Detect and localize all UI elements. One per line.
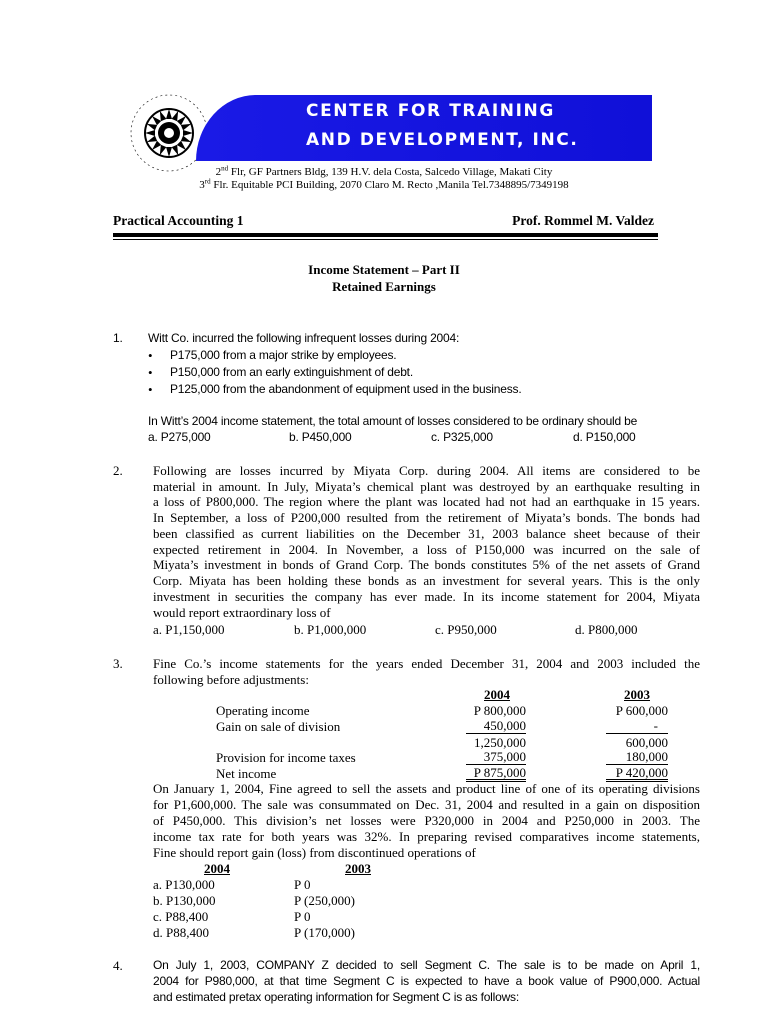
- question-1-bullet: P150,000 from an early extinguishment of debt.: [170, 365, 413, 379]
- banner-title-line2: AND DEVELOPMENT, INC.: [306, 130, 579, 150]
- table-cell-2004: 375,000: [466, 750, 526, 765]
- question-3-choice-b-2003: P (250,000): [294, 893, 355, 908]
- question-2-choice-a: a. P1,150,000: [153, 622, 225, 637]
- professor-name: Prof. Rommel M. Valdez: [512, 213, 654, 228]
- bullet-icon: •: [148, 382, 153, 397]
- question-3-choice-c: c. P88,400: [153, 909, 209, 924]
- bullet-icon: •: [148, 365, 153, 380]
- question-3-number: 3.: [113, 656, 123, 671]
- question-1-choice-c: c. P325,000: [431, 430, 493, 444]
- header-banner: [196, 95, 652, 161]
- question-2-choice-c: c. P950,000: [435, 622, 497, 637]
- company-logo-seal: [126, 90, 212, 176]
- question-2-text-line: would report extraordinary loss of: [153, 605, 331, 620]
- question-2-text-line: Miyata’s investment in bonds of Grand Corp. The bonds constitutes 5% of the net assets of Grand: [153, 557, 700, 572]
- table-cell-2004: P 800,000: [473, 703, 526, 718]
- table-cell-2004: 1,250,000: [474, 735, 526, 750]
- question-2-choice-d: d. P800,000: [575, 622, 638, 637]
- question-1-bullet: P125,000 from the abandonment of equipment used in the business.: [170, 382, 522, 396]
- table-cell-2003: 180,000: [606, 750, 668, 765]
- question-2-text-line: Corp. Miyata has been holding these bonds as an investment for several years. This is the only: [153, 573, 700, 588]
- question-2-text-line: been classified as current liabilities on the December 31, 2003 balance sheet because of their: [153, 526, 700, 541]
- answer-header-2003: 2003: [345, 861, 371, 876]
- question-4-text-line: 2004 for P980,000, at that time Segment C is expected to have a book value of P900,000. Actual: [153, 974, 700, 988]
- table-cell-2003: P 420,000: [606, 766, 668, 782]
- header-rule-thick: [113, 233, 658, 237]
- question-3-choice-b: b. P130,000: [153, 893, 216, 908]
- table-row-label: Gain on sale of division: [216, 719, 341, 734]
- question-1-choice-d: d. P150,000: [573, 430, 636, 444]
- question-2-text-line: expected retirement in 2004. In November, a loss of P150,000 was incurred on the sale of: [153, 542, 700, 557]
- table-cell-2004: P 875,000: [466, 766, 526, 782]
- question-3-choice-a: a. P130,000: [153, 877, 215, 892]
- table-header-2004: 2004: [484, 687, 510, 702]
- question-1-choice-b: b. P450,000: [289, 430, 352, 444]
- question-3-choice-d: d. P88,400: [153, 925, 209, 940]
- question-3-intro-line: Fine Co.’s income statements for the years ended December 31, 2004 and 2003 included the: [153, 656, 700, 671]
- question-2-text-line: material in amount. In July, Miyata’s chemical plant was destroyed by an earthquake resulting in: [153, 479, 700, 494]
- question-1-number: 1.: [113, 331, 123, 345]
- question-3-text-line: income tax rate for both years was 32%. In preparing revised comparatives income statements,: [153, 829, 700, 844]
- bullet-icon: •: [148, 348, 153, 363]
- table-row-label: Provision for income taxes: [216, 750, 356, 765]
- question-4-text-line: On July 1, 2003, COMPANY Z decided to sell Segment C. The sale is to be made on April 1,: [153, 958, 700, 972]
- course-title: Practical Accounting 1: [113, 213, 244, 228]
- question-4-number: 4.: [113, 958, 123, 973]
- question-3-text-line: of P450,000. This division’s net losses were P320,000 in 2004 and P250,000 in 2003. The: [153, 813, 700, 828]
- question-1-choice-a: a. P275,000: [148, 430, 211, 444]
- address-line-1: 2nd Flr, GF Partners Bldg, 139 H.V. dela Costa, Salcedo Village, Makati City: [215, 164, 553, 178]
- question-3-choice-c-2003: P 0: [294, 909, 311, 924]
- header-rule-thin: [113, 239, 658, 240]
- question-2-text-line: In September, a loss of P200,000 resulted from the retirement of Miyata’s bonds. The bonds had: [153, 510, 700, 525]
- question-3-text-line: On January 1, 2004, Fine agreed to sell the assets and product line of one of its operating divisions: [153, 781, 700, 796]
- question-3-choice-a-2003: P 0: [294, 877, 311, 892]
- document-title: Income Statement – Part II: [308, 262, 460, 277]
- address-line-2: 3rd Flr. Equitable PCI Building, 2070 Claro M. Recto ,Manila Tel.7348895/7349198: [199, 177, 569, 191]
- question-1-intro: Witt Co. incurred the following infrequent losses during 2004:: [148, 331, 460, 345]
- question-1-question: In Witt’s 2004 income statement, the total amount of losses considered to be ordinary should be: [148, 414, 638, 428]
- question-3-intro-line: following before adjustments:: [153, 672, 309, 687]
- table-row-label: Operating income: [216, 703, 310, 718]
- table-cell-2003: -: [606, 719, 668, 734]
- table-cell-2003: 600,000: [625, 735, 668, 750]
- question-3-choice-d-2003: P (170,000): [294, 925, 355, 940]
- table-row-label: Net income: [216, 766, 277, 781]
- question-1-bullet: P175,000 from a major strike by employees.: [170, 348, 397, 362]
- table-header-2003: 2003: [624, 687, 650, 702]
- document-subtitle: Retained Earnings: [332, 279, 436, 294]
- question-4-text-line: and estimated pretax operating information for Segment C is as follows:: [153, 990, 519, 1004]
- question-2-choice-b: b. P1,000,000: [294, 622, 367, 637]
- question-2-number: 2.: [113, 463, 123, 478]
- question-2-text-line: Following are losses incurred by Miyata Corp. during 2004. All items are considered to be: [153, 463, 700, 478]
- table-cell-2004: 450,000: [466, 719, 526, 734]
- question-3-text-line: for P1,600,000. The sale was consummated on Dec. 31, 2004 and resulted in a gain on disposition: [153, 797, 700, 812]
- table-cell-2003: P 600,000: [615, 703, 668, 718]
- question-2-text-line: a loss of P800,000. The region where the plant was located had not had an earthquake in 15 years.: [153, 494, 700, 509]
- answer-header-2004: 2004: [204, 861, 230, 876]
- question-3-text-line: Fine should report gain (loss) from discontinued operations of: [153, 845, 476, 860]
- banner-title-line1: CENTER FOR TRAINING: [306, 101, 555, 121]
- question-2-text-line: investment in securities the company has ever made. In its income statement for 2004, Miyata: [153, 589, 700, 604]
